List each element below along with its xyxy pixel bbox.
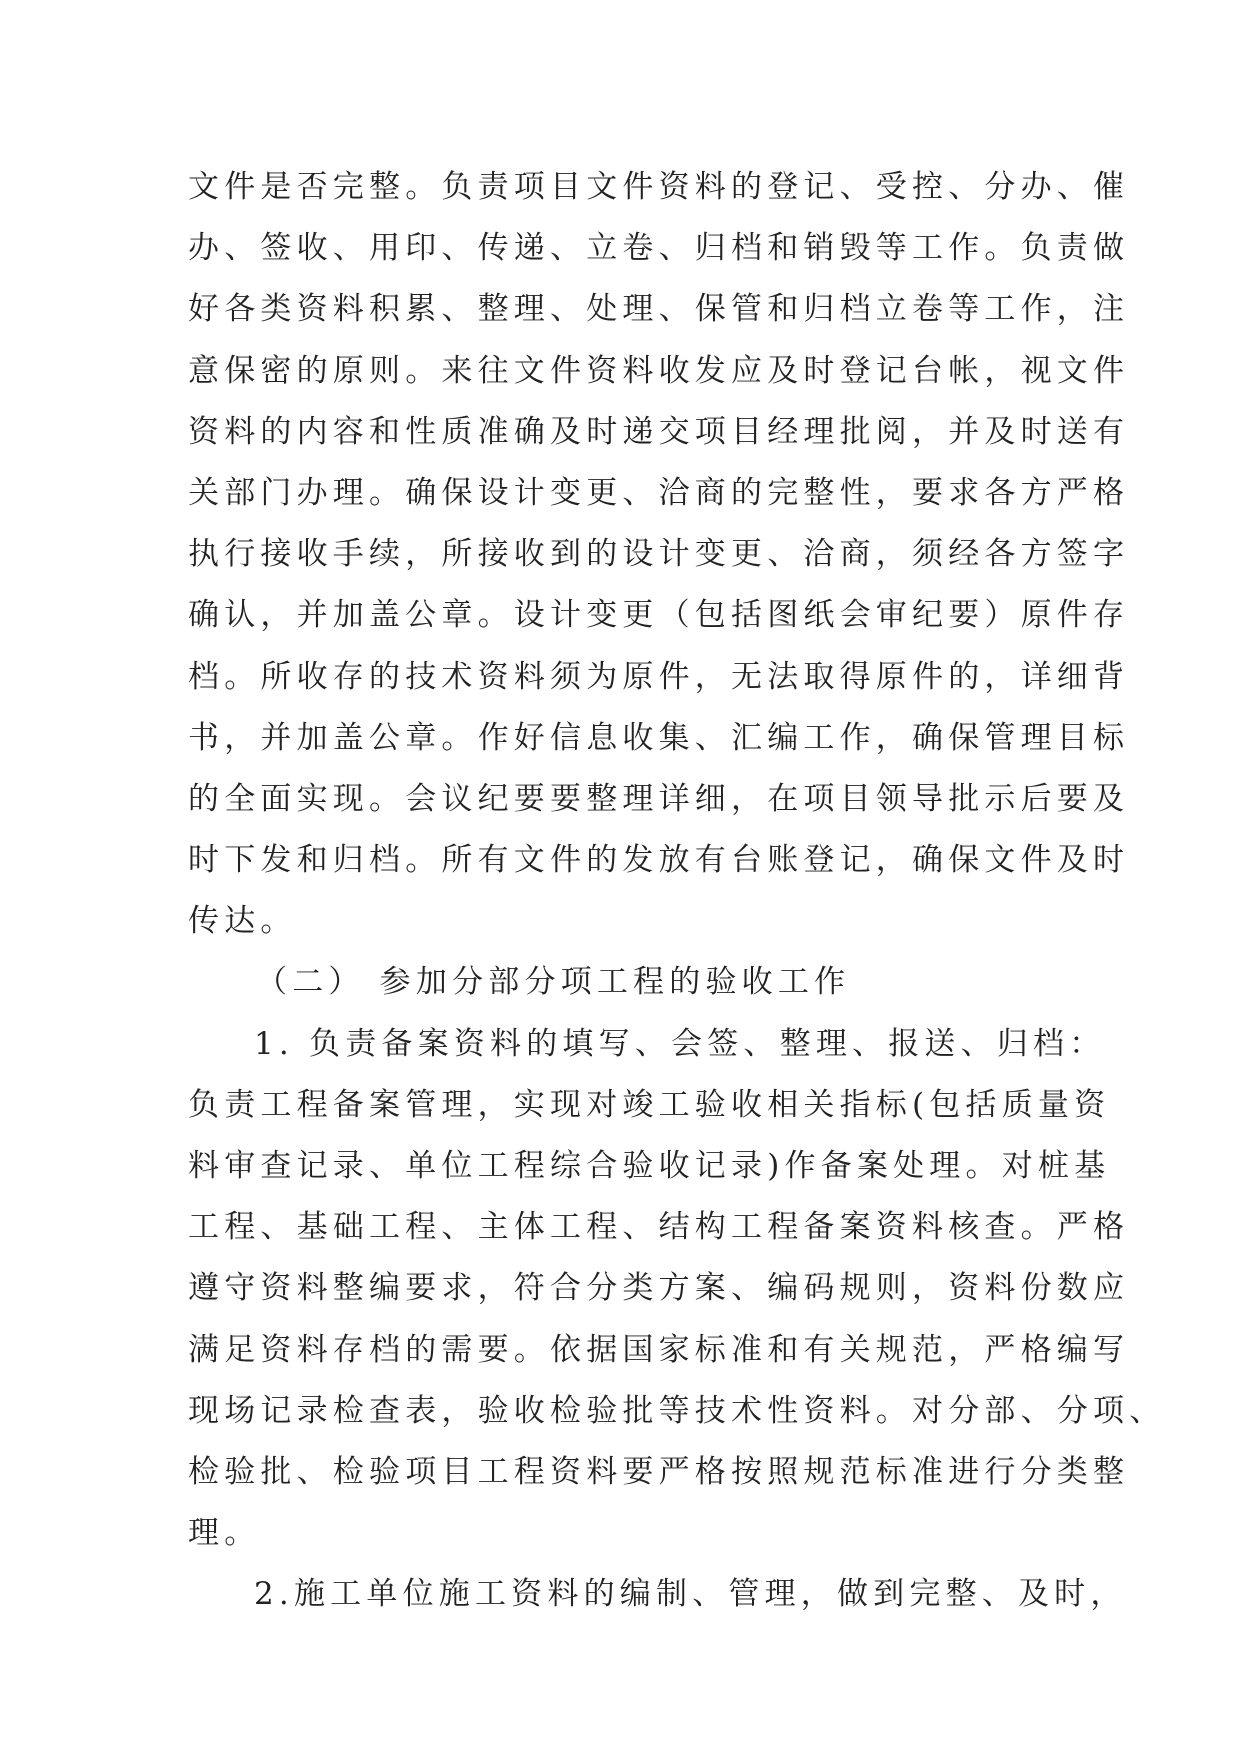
paragraph-line: 文件是否完整。负责项目文件资料的登记、受控、分办、催 xyxy=(188,169,1130,205)
paragraph-line: 负责工程备案管理，实现对竣工验收相关指标(包括质量资 xyxy=(188,1086,1111,1123)
paragraph-line: 的全面实现。会议纪要要整理详细，在项目领导批示后要及 xyxy=(188,780,1130,817)
paragraph-line: 料审查记录、单位工程综合验收记录)作备案处理。对桩基 xyxy=(188,1148,1111,1184)
paragraph-line: 执行接收手续，所接收到的设计变更、洽商，须经各方签字 xyxy=(188,536,1130,573)
paragraph-line: 现场记录检查表，验收检验批等技术性资料。对分部、分项、 xyxy=(188,1392,1166,1429)
paragraph-line: 理。 xyxy=(188,1515,261,1552)
paragraph-line: 遵守资料整编要求，符合分类方案、编码规则，资料份数应 xyxy=(188,1270,1130,1307)
paragraph-line: 关部门办理。确保设计变更、洽商的完整性，要求各方严格 xyxy=(188,474,1130,511)
paragraph-line: 办、签收、用印、传递、立卷、归档和销毁等工作。负责做 xyxy=(188,230,1130,267)
paragraph-line: 时下发和归档。所有文件的发放有台账登记，确保文件及时 xyxy=(188,842,1130,879)
paragraph-line: 书，并加盖公章。作好信息收集、汇编工作，确保管理目标 xyxy=(188,719,1130,756)
body-text xyxy=(188,157,1166,1626)
paragraph-line: 传达。 xyxy=(188,903,297,940)
paragraph-line: 档。所收存的技术资料须为原件，无法取得原件的，详细背 xyxy=(188,658,1130,695)
paragraph-line: 好各类资料积累、整理、处理、保管和归档立卷等工作，注 xyxy=(188,291,1130,328)
paragraph-line: 意保密的原则。来往文件资料收发应及时登记台帐，视文件 xyxy=(188,352,1130,389)
paragraph-line: 检验批、检验项目工程资料要严格按照规范标准进行分类整 xyxy=(188,1453,1130,1490)
item-2-title: 2.施工单位施工资料的编制、管理，做到完整、及时， xyxy=(254,1576,1127,1613)
section-heading: （二） 参加分部分项工程的验收工作 xyxy=(256,964,851,1001)
item-1-title: 1. 负责备案资料的填写、会签、整理、报送、归档： xyxy=(254,1025,1106,1062)
paragraph-line: 工程、基础工程、主体工程、结构工程备案资料核查。严格 xyxy=(188,1209,1130,1246)
paragraph-line: 资料的内容和性质准确及时递交项目经理批阅，并及时送有 xyxy=(188,413,1130,450)
paragraph-line: 确认，并加盖公章。设计变更（包括图纸会审纪要）原件存 xyxy=(188,597,1130,634)
paragraph-line: 满足资料存档的需要。依据国家标准和有关规范，严格编写 xyxy=(188,1331,1130,1368)
